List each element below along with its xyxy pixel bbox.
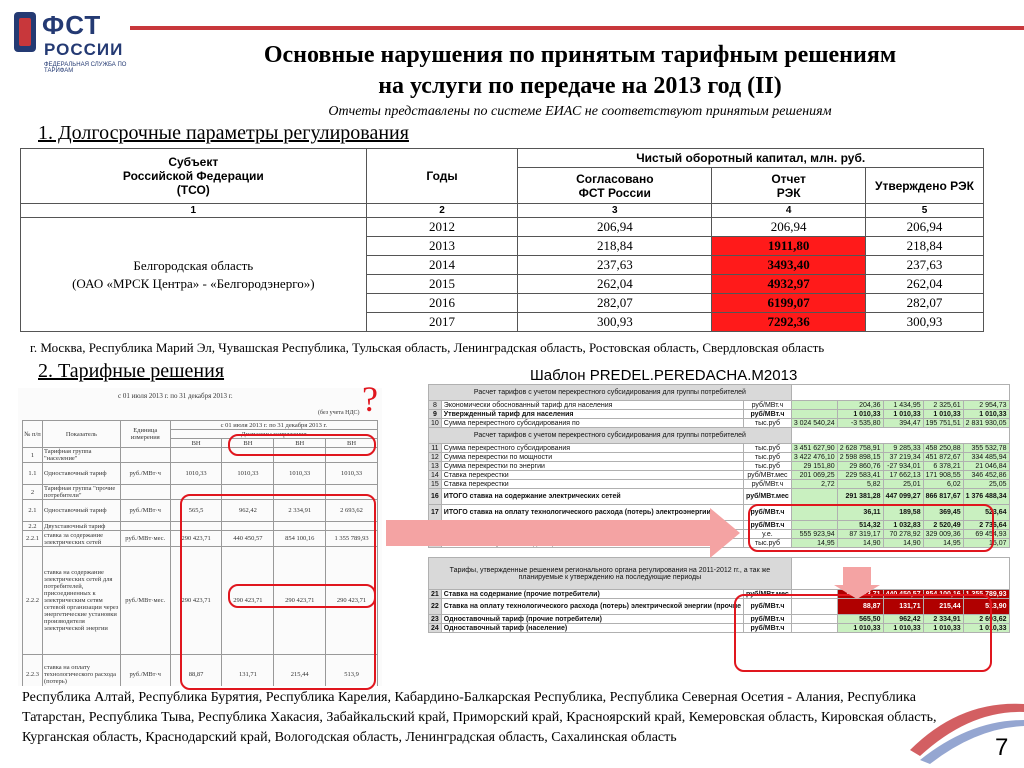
sheet-row-value: 29 151,80 (791, 462, 837, 471)
sheet-row-value: 1 010,33 (883, 410, 923, 419)
sheet-row-value: 15,07 (963, 539, 1009, 548)
sheet-row-value: 29 860,76 (837, 462, 883, 471)
doc-row-num: 2.2 (23, 522, 43, 531)
arrow-right-shaft (386, 520, 710, 546)
highlight-box-voltage (228, 434, 376, 456)
doc-row-value: 962,42 (222, 500, 274, 522)
sheet-row-value: 1 010,33 (923, 624, 963, 633)
header-capital: Чистый оборотный капитал, млн. руб. (518, 149, 984, 168)
sheet-row-value: 14,95 (923, 539, 963, 548)
header-fst: Согласовано ФСТ России (518, 168, 712, 204)
sheet-row-num: 11 (429, 444, 442, 453)
doc-nds-note: (без учета НДС) (318, 410, 360, 416)
sheet-row-value: 88,87 (837, 599, 883, 615)
slide-title (170, 40, 990, 102)
sheet-row-name: Ставка перекрестки (441, 480, 743, 489)
year-cell: 2017 (366, 313, 518, 332)
sheet-row (429, 480, 1010, 489)
doc-row-num: 2.1 (23, 500, 43, 522)
sheet-row-value: 204,36 (837, 401, 883, 410)
doc-row-name: ставка на оплату технологического расхода (потерь) (42, 655, 120, 687)
sheet-row-unit: руб/МВт.ч (744, 624, 792, 633)
title-line-1: Основные нарушения по принятым тарифным решениям (263, 42, 897, 68)
year-cell: 2015 (366, 275, 518, 294)
doc-row-value: 290 423,71 (170, 531, 222, 547)
fst-cell: 218,84 (518, 237, 712, 256)
sheet-row-value (791, 410, 837, 419)
sheet-row-value: 3 024 540,24 (791, 419, 837, 428)
sheet-row-value: 394,47 (883, 419, 923, 428)
approved-cell: 282,07 (866, 294, 984, 313)
logo-text-fst: ФСТ (42, 10, 102, 40)
header-subject: Субъект Российской Федерации (ТСО) (21, 149, 367, 204)
fst-logo (10, 4, 130, 74)
arrow-down-icon (834, 585, 880, 599)
sheet-row-value: 14,95 (791, 539, 837, 548)
col-num: 4 (712, 204, 866, 218)
page-number: 7 (995, 734, 1009, 761)
approved-cell: 206,94 (866, 218, 984, 237)
sheet-row-value: 440 450,57 (883, 590, 923, 599)
sheet-row (429, 471, 1010, 480)
approved-cell: 218,84 (866, 237, 984, 256)
sheet-row-value: 25,01 (883, 480, 923, 489)
sheet-row-value: 1 010,33 (883, 624, 923, 633)
sheet-row-value: 215,44 (923, 599, 963, 615)
sheet-row-unit: руб/МВт.ч (744, 505, 792, 521)
sheet-row-unit: руб/МВт.ч (744, 599, 792, 615)
header-report: Отчет РЭК (712, 168, 866, 204)
doc-row-name: Тарифная группа "прочие потребители" (42, 485, 120, 500)
sheet-row-value: 355 532,78 (963, 444, 1009, 453)
doc-h-period: с 01 июля 2013 г. по 31 декабря 2013 г. (170, 421, 377, 430)
report-cell: 206,94 (712, 218, 866, 237)
col-num: 2 (366, 204, 518, 218)
doc-level: ВН (274, 439, 326, 448)
doc-row-value: 440 450,57 (222, 531, 274, 547)
doc-level: ВН (326, 439, 378, 448)
fst-cell: 262,04 (518, 275, 712, 294)
sheet-row-value: 17 662,13 (883, 471, 923, 480)
sheet-row-unit: у.е. (744, 530, 792, 539)
sheet-blank (791, 558, 1009, 590)
sheet-row-value: 3 451 627,90 (791, 444, 837, 453)
sheet-blank (791, 428, 1009, 444)
year-cell: 2014 (366, 256, 518, 275)
doc-row-num: 2 (23, 485, 43, 500)
doc-period: с 01 июля 2013 г. по 31 декабря 2013 г. (118, 392, 233, 400)
doc-row-value: 290 423,71 (170, 547, 222, 655)
sheet-row-value: 2 831 930,05 (963, 419, 1009, 428)
doc-row-value: 290 423,71 (274, 547, 326, 655)
sheet-row-value: 69 454,93 (963, 530, 1009, 539)
sheet-row-value: 290 423,71 (837, 590, 883, 599)
sheet-row-value: 523,64 (963, 505, 1009, 521)
doc-row-unit (120, 485, 170, 500)
sheet-row-value: 854 100,16 (923, 590, 963, 599)
header-divider (130, 26, 1024, 30)
title-line-2: на услуги по передаче на 2013 год (II) (378, 73, 782, 99)
sheet-row-unit: тыс.руб (744, 419, 792, 428)
doc-row (23, 463, 378, 485)
sheet-row-value: 189,58 (883, 505, 923, 521)
sheet-row-unit: тыс.руб (744, 444, 792, 453)
fst-cell: 282,07 (518, 294, 712, 313)
sheet-row (429, 462, 1010, 471)
sheet-row (429, 419, 1010, 428)
sheet-row (429, 453, 1010, 462)
doc-row-name: ставка за содержание электрических сетей (42, 531, 120, 547)
arrow-down-shaft (843, 567, 871, 585)
sheet-row-name: Ставка на содержание (прочие потребители) (441, 590, 743, 599)
sheet-row-value: 25,05 (963, 480, 1009, 489)
sheet-row-num: 12 (429, 453, 442, 462)
sheet-row-value: 2 736,64 (963, 521, 1009, 530)
header-years: Годы (366, 149, 518, 204)
highlight-box-doc-row (228, 584, 376, 608)
sheet-row-unit: руб/МВт.ч (744, 480, 792, 489)
doc-row-value: 290 423,71 (222, 547, 274, 655)
report-cell-highlighted: 4932,97 (712, 275, 866, 294)
doc-row-value: 2 693,62 (326, 500, 378, 522)
section-2-heading: 2. Тарифные решения (38, 360, 225, 382)
sheet-row-value: 1 376 488,34 (963, 489, 1009, 505)
sheet-row (429, 401, 1010, 410)
eagle-emblem-icon (10, 4, 40, 74)
sheet-row-name: Сумма перекрестки по мощности (441, 453, 743, 462)
sheet-row (429, 410, 1010, 419)
sheet-row-value: 195 751,51 (923, 419, 963, 428)
fst-cell: 206,94 (518, 218, 712, 237)
sheet-row-num: 10 (429, 419, 442, 428)
sheet-row-value (791, 489, 837, 505)
sheet-row-num: 16 (429, 489, 442, 505)
sheet-row-name: Сумма перекрестного субсидирования по (441, 419, 743, 428)
doc-level: ВН (222, 439, 274, 448)
highlight-box-sheet-upper (748, 504, 994, 552)
sheet-row-value: 6,02 (923, 480, 963, 489)
sheet-row-value: 451 872,67 (923, 453, 963, 462)
doc-row-value: 2 334,91 (274, 500, 326, 522)
regions-list-1: г. Москва, Республика Марий Эл, Чувашская Республика, Тульская область, Ленинградская область, Ростовская область, Свердловская область (30, 340, 825, 355)
doc-row-unit: руб./МВт·мес. (120, 531, 170, 547)
sheet-row-name: Одноставочный тариф (прочие потребители) (441, 615, 743, 624)
doc-row-value: 1010,33 (274, 463, 326, 485)
doc-row-num: 2.2.1 (23, 531, 43, 547)
sheet-row-value: 291 381,28 (837, 489, 883, 505)
fst-cell: 300,93 (518, 313, 712, 332)
sheet-row-value: 1 010,33 (837, 410, 883, 419)
doc-row-value: 290 423,71 (326, 547, 378, 655)
doc-row-unit: руб./МВт·ч (120, 655, 170, 687)
sheet-row-value: 334 485,94 (963, 453, 1009, 462)
report-cell-highlighted: 1911,80 (712, 237, 866, 256)
sheet-row-num: 21 (429, 590, 442, 599)
doc-row-value: 513,9 (326, 655, 378, 687)
sheet-row-value: 555 923,94 (791, 530, 837, 539)
report-cell-highlighted: 7292,36 (712, 313, 866, 332)
doc-row-unit: руб./МВт·ч (120, 463, 170, 485)
arrow-right-icon (710, 508, 740, 558)
sheet-row-value: 5,82 (837, 480, 883, 489)
sheet-row-value: 1 010,33 (923, 410, 963, 419)
sheet-row-unit: тыс.руб (744, 453, 792, 462)
sheet-row-value: 2,72 (791, 480, 837, 489)
sheet-row-value: 2 954,73 (963, 401, 1009, 410)
doc-row-unit: руб./МВт·ч (120, 500, 170, 522)
sheet-row-value: 962,42 (883, 615, 923, 624)
col-num: 5 (866, 204, 984, 218)
sheet-row-num: 23 (429, 615, 442, 624)
sheet-row (429, 444, 1010, 453)
year-cell: 2016 (366, 294, 518, 313)
doc-row-value: 1010,33 (222, 463, 274, 485)
doc-row-name: ставка на содержание электрических сетей для потребителей, присоединенных к электрическим сетям сетевой организации через энергетические установки производителя электрической энергии (42, 547, 120, 655)
doc-row-value: 88,87 (170, 655, 222, 687)
doc-row-value: 1 355 789,93 (326, 531, 378, 547)
sheet-row-name: Сумма перекрестного субсидирования (441, 444, 743, 453)
doc-h-unit: Единица измерения (120, 421, 170, 448)
capital-table (20, 148, 984, 332)
header-approved: Утверждено РЭК (866, 168, 984, 204)
sheet-row-unit: руб/МВт.мес (744, 590, 792, 599)
sheet-row-value: 329 009,36 (923, 530, 963, 539)
sheet-row-value: 14,90 (883, 539, 923, 548)
doc-row-name: Одноставочный тариф (42, 463, 120, 485)
doc-row-num: 1 (23, 448, 43, 463)
subject-cell: Белгородская область (ОАО «МРСК Центра» - «Белгородэнерго») (21, 218, 367, 332)
sheet-row-value: 513,90 (963, 599, 1009, 615)
sheet-row-num: 13 (429, 462, 442, 471)
sheet-row-name: ИТОГО ставка на оплату технологического расхода (потерь) электроэнергии (441, 505, 743, 521)
report-cell-highlighted: 6199,07 (712, 294, 866, 313)
sheet-row-name: Сумма перекрестки по энергии (441, 462, 743, 471)
doc-row-value: 565,5 (170, 500, 222, 522)
sheet-row-name: Ставка на оплату технологического расхода (потерь) электрической энергии (прочие (441, 599, 743, 615)
approved-cell: 300,93 (866, 313, 984, 332)
doc-row-unit (120, 448, 170, 463)
sheet-row-name: Экономически обоснованный тариф для населения (441, 401, 743, 410)
sheet-row-unit: тыс.руб (744, 462, 792, 471)
sheet-row-value: 2 325,61 (923, 401, 963, 410)
sheet-row-value (791, 401, 837, 410)
doc-row-value: 1010,33 (170, 463, 222, 485)
sheet-row-value: 201 069,25 (791, 471, 837, 480)
sheet-row-value: 131,71 (883, 599, 923, 615)
sheet-row-name: Утвержденный тариф для населения (441, 410, 743, 419)
sheet-row-num: 17 (429, 505, 442, 521)
sheet-row-name: ИТОГО ставка на содержание электрических сетей (441, 489, 743, 505)
doc-level: ВН (170, 439, 222, 448)
highlight-box-sheet-lower (734, 594, 992, 672)
sheet-row-unit: тыс.руб (744, 539, 792, 548)
sheet-row-num: 8 (429, 401, 442, 410)
report-cell-highlighted: 3493,40 (712, 256, 866, 275)
sheet-row-value: -27 934,01 (883, 462, 923, 471)
doc-row-value: 131,71 (222, 655, 274, 687)
col-num: 1 (21, 204, 367, 218)
sheet-row-name: Одноставочный тариф (население) (441, 624, 743, 633)
sheet-row (429, 489, 1010, 505)
sheet-row-value: 229 583,41 (837, 471, 883, 480)
sheet-row-value: 565,50 (837, 615, 883, 624)
logo-text-agency: ФЕДЕРАЛЬНАЯ СЛУЖБА ПО ТАРИФАМ (44, 62, 127, 74)
sheet-row-unit: руб/МВт.ч (744, 521, 792, 530)
sheet-row-value: 36,11 (837, 505, 883, 521)
sheet-row-value: 87 319,17 (837, 530, 883, 539)
doc-row-name: Тарифная группа "население" (42, 448, 120, 463)
sheet-row-value: 70 278,92 (883, 530, 923, 539)
sheet-row-value: 514,32 (837, 521, 883, 530)
sheet-row-name: Ставка перекрестки (441, 471, 743, 480)
doc-row-num: 1.1 (23, 463, 43, 485)
sheet-row-value: 1 010,33 (837, 624, 883, 633)
sheet-row-value: 1 355 789,93 (963, 590, 1009, 599)
sheet-row-value: 37 219,34 (883, 453, 923, 462)
sheet-row-value: 1 010,33 (963, 624, 1009, 633)
doc-h-name: Показатель (42, 421, 120, 448)
sheet-row-value: 6 378,21 (923, 462, 963, 471)
sheet-row-num: 9 (429, 410, 442, 419)
doc-row-name: Одноставочный тариф (42, 500, 120, 522)
sheet-row-unit: руб/МВт.ч (744, 410, 792, 419)
year-cell: 2012 (366, 218, 518, 237)
sheet-row-value: 3 422 476,10 (791, 453, 837, 462)
sheet-row-num: 22 (429, 599, 442, 615)
sheet-blank (791, 385, 1009, 401)
regions-list-2: Республика Алтай, Республика Бурятия, Республика Карелия, Кабардино-Балкарская Республика, Республика Северная Осетия - Алания, Республика Татарстан, Республика Тыва, Республика Хакасия, Забайкальский край, Приморский край, Красноярский край, Кемеровская область, Кировская область, Курганская область, Краснодарский край, Вологодская область, Ленинградская область, Сахалинская область (22, 690, 937, 745)
doc-row-unit: руб./МВт·мес. (120, 547, 170, 655)
doc-row-num: 2.2.2 (23, 547, 43, 655)
sheet-row-value: 14,90 (837, 539, 883, 548)
sheet-row-value: 1 010,33 (963, 410, 1009, 419)
sheet-row-value: 1 032,83 (883, 521, 923, 530)
slide-subtitle: Отчеты представлены по системе ЕИАС не соответствуют принятым решениям (328, 104, 832, 119)
sheet-row-unit: руб/МВт.ч (744, 615, 792, 624)
sheet-row-num: 24 (429, 624, 442, 633)
template-label: Шаблон PREDEL.PEREDACHA.M2013 (530, 367, 798, 384)
sheet-row-num: 15 (429, 480, 442, 489)
approved-cell: 262,04 (866, 275, 984, 294)
question-mark-annotation: ? (362, 379, 378, 419)
doc-h-range: Диапазоны напряжения (170, 430, 377, 439)
sheet-row-value: 2 628 758,91 (837, 444, 883, 453)
sheet-row-value: 458 250,88 (923, 444, 963, 453)
sheet-row-unit: руб/МВт.мес (744, 489, 792, 505)
sheet-header-1: Расчет тарифов с учетом перекрестного субсидирования для группы потребителей (429, 385, 792, 401)
doc-row-value: 854 100,16 (274, 531, 326, 547)
doc-row-value (170, 448, 222, 463)
section-1-heading: 1. Долгосрочные параметры регулирования (38, 122, 409, 144)
doc-row-num: 2.2.3 (23, 655, 43, 687)
sheet-row-value: 447 099,27 (883, 489, 923, 505)
sheet-row-value: -3 535,80 (837, 419, 883, 428)
sheet-row-value: 1 434,95 (883, 401, 923, 410)
approved-cell: 237,63 (866, 256, 984, 275)
sheet-row-value: 9 285,33 (883, 444, 923, 453)
sheet-row-value: 866 817,67 (923, 489, 963, 505)
sheet-row-unit: руб/МВт.ч (744, 401, 792, 410)
col-num: 3 (518, 204, 712, 218)
doc-row-value: 215,44 (274, 655, 326, 687)
sheet-row-value: 2 693,62 (963, 615, 1009, 624)
doc-row-unit (120, 522, 170, 531)
sheet-row-value: 21 046,84 (963, 462, 1009, 471)
logo-text-russia: РОССИИ (44, 40, 124, 59)
fst-cell: 237,63 (518, 256, 712, 275)
sheet-row-value: 2 520,49 (923, 521, 963, 530)
sheet-row-value: 346 452,86 (963, 471, 1009, 480)
doc-row-value: 1010,33 (326, 463, 378, 485)
doc-h-num: № п/п (23, 421, 43, 448)
sheet-row-value: 369,45 (923, 505, 963, 521)
sheet-row-value: 2 598 898,15 (837, 453, 883, 462)
sheet-row-num: 14 (429, 471, 442, 480)
sheet-row-value: 2 334,91 (923, 615, 963, 624)
year-cell: 2013 (366, 237, 518, 256)
doc-row-name: Двухставочный тариф (42, 522, 120, 531)
sheet-header-2: Расчет тарифов с учетом перекрестного субсидирования для группы потребителей (429, 428, 792, 444)
sheet-header-3: Тарифы, утвержденные решением регионального органа регулирования на 2011-2012 гг., а так же планируемые к утверждению на последующие периоды (429, 558, 792, 590)
sheet-row-value: 171 908,55 (923, 471, 963, 480)
sheet-row-unit: руб/МВт.мес (744, 471, 792, 480)
